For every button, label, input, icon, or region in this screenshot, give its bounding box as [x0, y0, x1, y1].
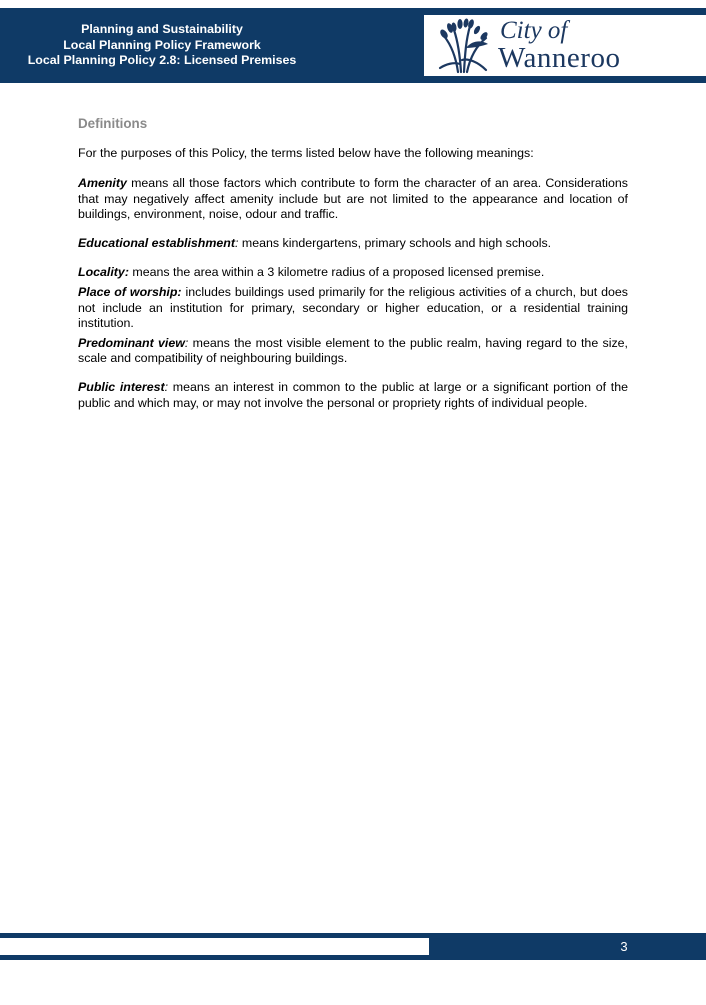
definition-separator: :: [234, 236, 239, 251]
logo-name-text: Wanneroo: [498, 42, 621, 74]
definition-predominant-view: [78, 336, 628, 366]
definition-text: means kindergartens, primary schools and high schools.: [238, 236, 552, 251]
definition-term: Locality:: [78, 265, 129, 280]
definition-text: means the area within a 3 kilometre radius of a proposed licensed premise.: [128, 265, 545, 280]
header-title-block: [0, 22, 324, 69]
header-line-policy: Local Planning Policy 2.8: Licensed Premises: [27, 53, 297, 67]
intro-paragraph: For the purposes of this Policy, the terms listed below have the following meanings:: [78, 146, 534, 161]
definition-term: Place of worship:: [78, 285, 182, 300]
page-number: 3: [620, 939, 628, 954]
header-line-framework: Local Planning Policy Framework: [63, 37, 261, 52]
definition-text: includes buildings used primarily for the religious activities of a church, but does not include an institution for primary, secondary or higher education, or a residential training institution.: [78, 285, 628, 330]
city-logo: [424, 15, 706, 76]
definition-separator: :: [164, 380, 169, 395]
definition-amenity: [78, 176, 628, 222]
definition-text: means all those factors which contribute to form the character of an area. Considerations that may negatively affect amenity include but are not limited to the appearance and location of buildings, environment, noise, odour and traffic.: [78, 176, 628, 221]
header-line-department: Planning and Sustainability: [81, 22, 243, 36]
definition-educational-establishment: [78, 236, 628, 251]
definition-locality: [78, 265, 628, 280]
definition-term: Educational establishment: [78, 236, 235, 251]
definition-text: means an interest in common to the public at large or a significant portion of the public and which may, or may not involve the personal or propriety rights of individual people.: [78, 380, 628, 410]
definition-place-of-worship: [78, 285, 628, 331]
logo-city-text: City of: [500, 17, 568, 44]
definition-term: Amenity: [78, 176, 127, 191]
definition-text: means the most visible element to the public realm, having regard to the size, scale and compatibility of neighbouring buildings.: [78, 336, 628, 366]
definition-separator: :: [184, 336, 189, 351]
definition-term: Predominant view: [78, 336, 185, 351]
footer-white-band: [0, 938, 429, 955]
kangaroo-paw-logo-icon: [436, 18, 494, 74]
document-body: [78, 116, 628, 425]
definition-term: Public interest: [78, 380, 165, 395]
definition-public-interest: [78, 380, 628, 410]
section-heading: Definitions: [78, 116, 148, 131]
